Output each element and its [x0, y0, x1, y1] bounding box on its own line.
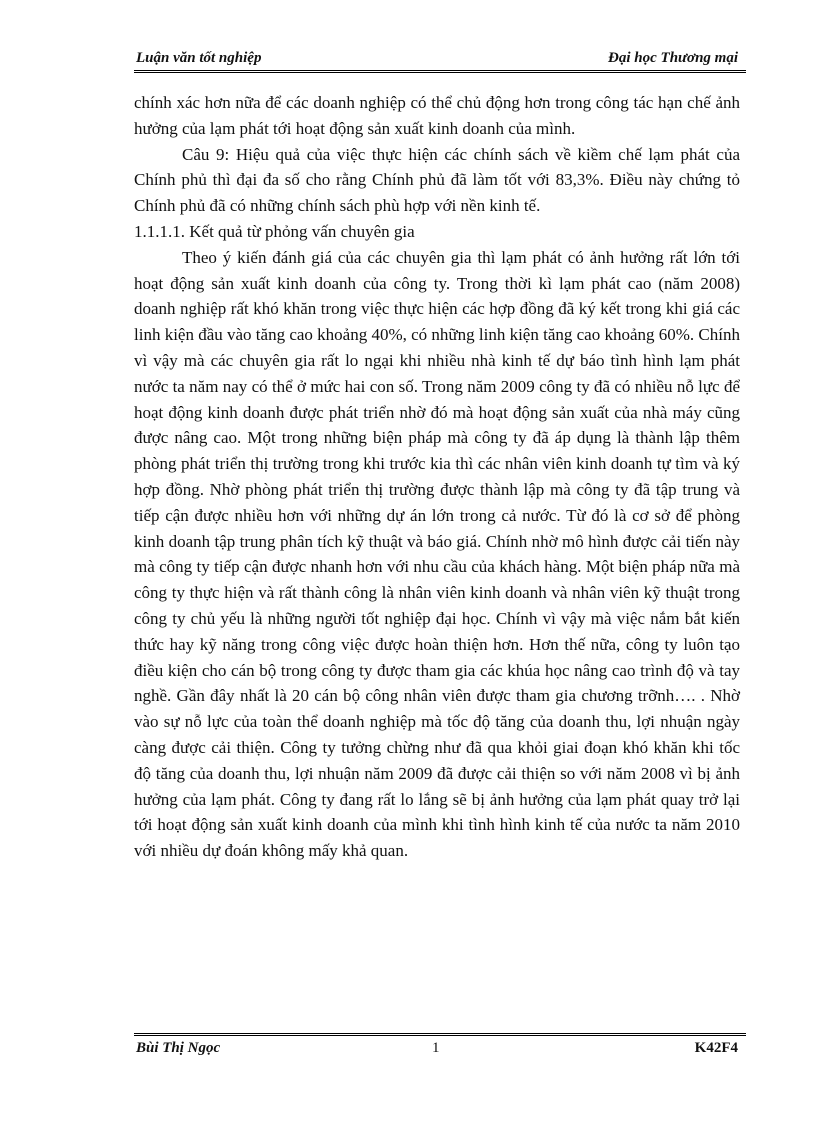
- document-body: [134, 90, 740, 864]
- page-number: 1: [432, 1040, 440, 1056]
- footer-class-code: K42F4: [694, 1040, 738, 1056]
- page-header: [134, 50, 746, 70]
- footer-rule: [134, 1033, 746, 1036]
- header-right-title: Đại học Thương mại: [608, 50, 738, 66]
- paragraph-1: chính xác hơn nữa để các doanh nghiệp có thể chủ động hơn trong công tác hạn chế ảnh hưởng của lạm phát tới hoạt động sản xuất kinh doanh của mình.: [134, 93, 740, 138]
- paragraph-3: Theo ý kiến đánh giá của các chuyên gia thì lạm phát có ảnh hưởng rất lớn tới hoạt động sản xuất kinh doanh của công ty. Trong thời kì lạm phát cao (năm 2008) doanh nghiệp rất khó khăn trong việc thực hiện các hợp đồng đã ký kết trong khi giá các linh kiện đầu vào tăng cao khoảng 40%, có những linh kiện tăng cao khoảng 60%. Chính vì vậy mà các chuyên gia rất lo ngại khi nhiều nhà kinh tế dự báo tình hình lạm phát nước ta năm nay có thể ở mức hai con số. Trong năm 2009 công ty đã có nhiều nỗ lực để hoạt động kinh doanh được phát triển nhờ đó mà hoạt động sản xuất của nhà máy cũng được nâng cao. Một trong những biện pháp mà công ty đã áp dụng là thành lập thêm phòng phát triển thị trường trong khi trước kia thì các nhân viên kinh doanh tự tìm và ký hợp đồng. Nhờ phòng phát triển thị trường được thành lập mà công ty đã tập trung và tiếp cận được nhiều hơn với những dự án lớn trong cả nước. Từ đó là cơ sở để phòng kinh doanh tập trung phân tích kỹ thuật và báo giá. Chính nhờ mô hình được cải tiến này mà công ty tiếp cận được nhanh hơn với nhu cầu của khách hàng. Một biện pháp nữa mà công ty thực hiện và rất thành công là nhân viên kinh doanh và nhân viên kỹ thuật trong công ty chủ yếu là những người tốt nghiệp đại học. Chính vì vậy mà việc nắm bắt kiến thức hay kỹ năng trong công việc được hoàn thiện hơn. Hơn thế nữa, công ty luôn tạo điều kiện cho cán bộ trong công ty được tham gia các khúa học nâng cao trình độ và tay nghề. Gần đây nhất là 20 cán bộ công nhân viên được tham gia chương trỡnh…. . Nhờ vào sự nỗ lực của toàn thể doanh nghiệp mà tốc độ tăng của doanh thu, lợi nhuận ngày càng được cải thiện. Công ty tưởng chừng như đã qua khỏi giai đoạn khó khăn khi tốc độ tăng của doanh thu, lợi nhuận năm 2009 đã được cải thiện so với năm 2008 vì bị ảnh hưởng của lạm phát. Công ty đang rất lo lắng sẽ bị ảnh hưởng của lạm phát quay trở lại tới hoạt động sản xuất kinh doanh của mình khi tình hình kinh tế của nước ta năm 2010 với nhiều dự đoán không mấy khả quan.: [134, 247, 740, 861]
- page-footer: [134, 1040, 746, 1060]
- section-heading: 1.1.1.1. Kết quả từ phỏng vấn chuyên gia: [134, 221, 415, 241]
- footer-author: Bùi Thị Ngọc: [136, 1040, 221, 1056]
- paragraph-2: Câu 9: Hiệu quả của việc thực hiện các chính sách về kiềm chế lạm phát của Chính phủ thì đại đa số cho rằng Chính phủ đã làm tốt với 83,3%. Điều này chứng tỏ Chính phủ đã có những chính sách phù hợp với nền kinh tế.: [134, 144, 740, 216]
- header-left-title: Luận văn tốt nghiệp: [136, 50, 262, 66]
- header-rule: [134, 70, 746, 73]
